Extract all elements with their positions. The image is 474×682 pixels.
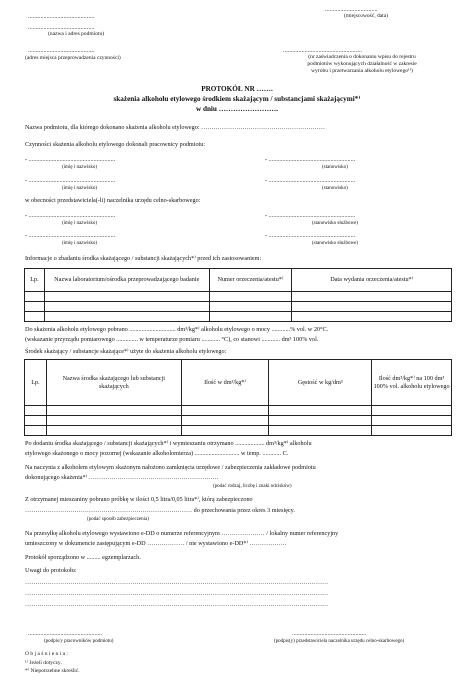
- alcohol-line-2: (wskazanie przyrządu pomiarowego .............. w temperaturze pomiaru ............ °C), co stanowi ............ dm³ 100% vol.: [25, 336, 319, 343]
- sig-left-label: (podpis/y pracowników podmiotu): [44, 639, 114, 644]
- entity-name-dots[interactable]: ...........................................: [28, 13, 95, 20]
- sample-dots-line: ……………………………………………………………………… do przechowania przez okres 3 miesięcy.: [25, 507, 295, 514]
- after-line-2: etylowego skażonego o mocy pozornej (wskazanie alkoholomierza) ............................. w temp. ............ C.: [25, 450, 289, 457]
- page-subtitle: skażenia alkoholu etylowego środkiem skażającym / substancjami skażającymi*⁾: [113, 95, 361, 103]
- activity-place-dots[interactable]: ...........................................: [28, 47, 95, 54]
- remarks-dots-2[interactable]: …………………………………………………………………………………………………………………………………: [25, 590, 329, 597]
- title-date-line: w dniu …………………….: [195, 105, 279, 113]
- remarks-dots-1[interactable]: …………………………………………………………………………………………………………………………………: [25, 579, 329, 586]
- agent-col-per-100: Ilość dm³/kg*⁾ na 100 dm³ 100% vol. alkoholu etylowego: [372, 360, 452, 406]
- agent-line: Środek skażający / substancje skażające*⁾ użyte do skażenia alkoholu etylowego:: [25, 348, 227, 355]
- agent-table-header: [25, 360, 452, 406]
- worker1-position-dots[interactable]: - ........................................................: [265, 156, 356, 163]
- lab-col-number: Numer orzeczenia/atestu*⁾: [209, 269, 292, 292]
- container-line-2: dokonującego skażenia*⁾ ………………………………………………………: [25, 474, 219, 481]
- note-1: ¹⁾ Jeżeli dotyczy.: [25, 660, 62, 666]
- page-title: PROTOKÓŁ NR …….: [201, 85, 273, 93]
- edd-line-1: Na przesyłkę alkoholu etylowego wystawiono e-DD o numerze referencyjnym ………………… / lokalny numer referencyjny: [25, 530, 339, 537]
- certificate-note-line1: (nr zaświadczenia o dokonaniu wpisu do rejestru: [308, 54, 416, 60]
- table-row[interactable]: [25, 426, 452, 436]
- worker1-name-label: (imię i nazwisko): [62, 165, 97, 170]
- worker2-name-label: (imię i nazwisko): [62, 186, 97, 191]
- remarks-line: Uwagi do protokołu:: [25, 567, 77, 574]
- officer1-position-label: (stanowisko służbowe): [312, 221, 358, 226]
- officer2-position-label: (stanowisko służbowe): [312, 241, 358, 246]
- table-row[interactable]: [25, 312, 452, 322]
- lab-col-name: Nazwa laboratorium/ośrodka przeprowadzającego badanie: [44, 269, 209, 292]
- lab-col-lp: Lp.: [25, 269, 45, 292]
- lab-table-header: [25, 269, 452, 292]
- table-row[interactable]: [25, 302, 452, 312]
- entity-line: Nazwa podmiotu, dla którego dokonano skażenia alkoholu etylowego: ……………………………………………………: [25, 124, 325, 131]
- seals-label: (podać rodzaj, liczbę i znaki odcisków): [213, 484, 292, 489]
- after-line-1: Po dodaniu środka skażającego / substancji skażających*⁾ i wymieszaniu otrzymano ................... dm³/kg*⁾ alkoholu: [25, 440, 312, 447]
- agent-col-quantity: Ilość w dm³/kg*⁾: [181, 360, 269, 406]
- agent-col-lp: Lp.: [25, 360, 47, 406]
- sample-line: Z otrzymanej mieszaniny pobrano próbkę w ilości 0,5 litra/0,05 litra*⁾, którą zabezpieczono: [25, 496, 253, 503]
- sig-right-dots[interactable]: ................................................: [292, 630, 367, 637]
- security-label: (podać sposób zabezpieczenia): [87, 517, 149, 522]
- edd-line-2: umieszczony w dokumencie zastępującym e-DD ……………… / nie wystawiono e-DD*⁾ ………………: [25, 540, 287, 547]
- container-line-1: Na naczynia z alkoholem etylowym skażonym nałożono zamknięcia urzędowe / zabezpieczenia zakładowe podmiotu: [25, 464, 316, 471]
- note-2: *⁾ Niepotrzebne skreślić.: [25, 668, 80, 674]
- officer2-position-dots[interactable]: - ........................................................: [265, 232, 356, 239]
- activity-place-label: (adres miejsca przeprowadzenia czynności): [25, 55, 121, 61]
- table-row[interactable]: [25, 416, 452, 426]
- certificate-note-line3: wyrobu i przetwarzania alkoholu etylowego¹⁾): [311, 68, 413, 74]
- agent-col-density: Gęstość w kg/dm³: [269, 360, 372, 406]
- officer1-name-dots[interactable]: - ........................................................: [25, 212, 116, 219]
- agent-table: [24, 359, 452, 436]
- notes-title: O b j a ś n i e n i a :: [25, 651, 68, 657]
- officer1-name-label: (imię i nazwisko): [62, 221, 97, 226]
- worker2-position-dots[interactable]: - ........................................................: [265, 177, 356, 184]
- place-date-dots[interactable]: ..................................: [325, 6, 378, 13]
- lab-table: [24, 268, 452, 322]
- remarks-dots-3[interactable]: …………………………………………………………………………………………………………………………………: [25, 601, 329, 608]
- place-date-label: (miejscowość, data): [344, 13, 388, 19]
- table-row[interactable]: [25, 406, 452, 416]
- officer2-name-label: (imię i nazwisko): [62, 241, 97, 246]
- worker1-position-label: (stanowisko): [322, 165, 348, 170]
- alcohol-line-1: Do skażenia alkoholu etylowego pobrano .............................. dm³/kg*⁾ alkoholu etylowego o mocy ............% vol. w 20°C.: [25, 326, 329, 333]
- copies-line: Protokół sporządzono w ......... egzemplarzach.: [25, 554, 141, 561]
- table-row[interactable]: [25, 292, 452, 302]
- agent-col-name: Nazwa środka skażającego lub substancji skażających: [46, 360, 181, 406]
- certificate-note-line2: podmiotów wykonujących działalność w zakresie: [307, 61, 417, 67]
- info-line: Informacje o zbadaniu środka skażającego / substancji skażających*⁾ przed ich zastosowaniem:: [25, 255, 262, 262]
- presence-line: w obecności przedstawiciela(-li) naczelnika urzędu celno-skarbowego:: [25, 197, 201, 204]
- sig-right-label: (podpis(y) przedstawiciela naczelnika urzędu celno-skarbowego): [274, 639, 405, 644]
- entity-address-dots[interactable]: ...........................................: [28, 24, 95, 31]
- entity-name-label: (nazwa i adres podmiotu): [48, 31, 105, 37]
- sig-left-dots[interactable]: ................................................: [28, 630, 103, 637]
- lab-col-date: Data wydania orzeczenia/atestu*⁾: [292, 269, 452, 292]
- officer2-name-dots[interactable]: - ........................................................: [25, 232, 116, 239]
- officer1-position-dots[interactable]: - ........................................................: [265, 212, 356, 219]
- worker2-name-dots[interactable]: - ........................................................: [25, 177, 116, 184]
- workers-line: Czynności skażenia alkoholu etylowego dokonali pracownicy podmiotu:: [25, 141, 206, 148]
- worker1-name-dots[interactable]: - ........................................................: [25, 156, 116, 163]
- certificate-dots[interactable]: ...................................................: [283, 47, 362, 54]
- worker2-position-label: (stanowisko): [322, 186, 348, 191]
